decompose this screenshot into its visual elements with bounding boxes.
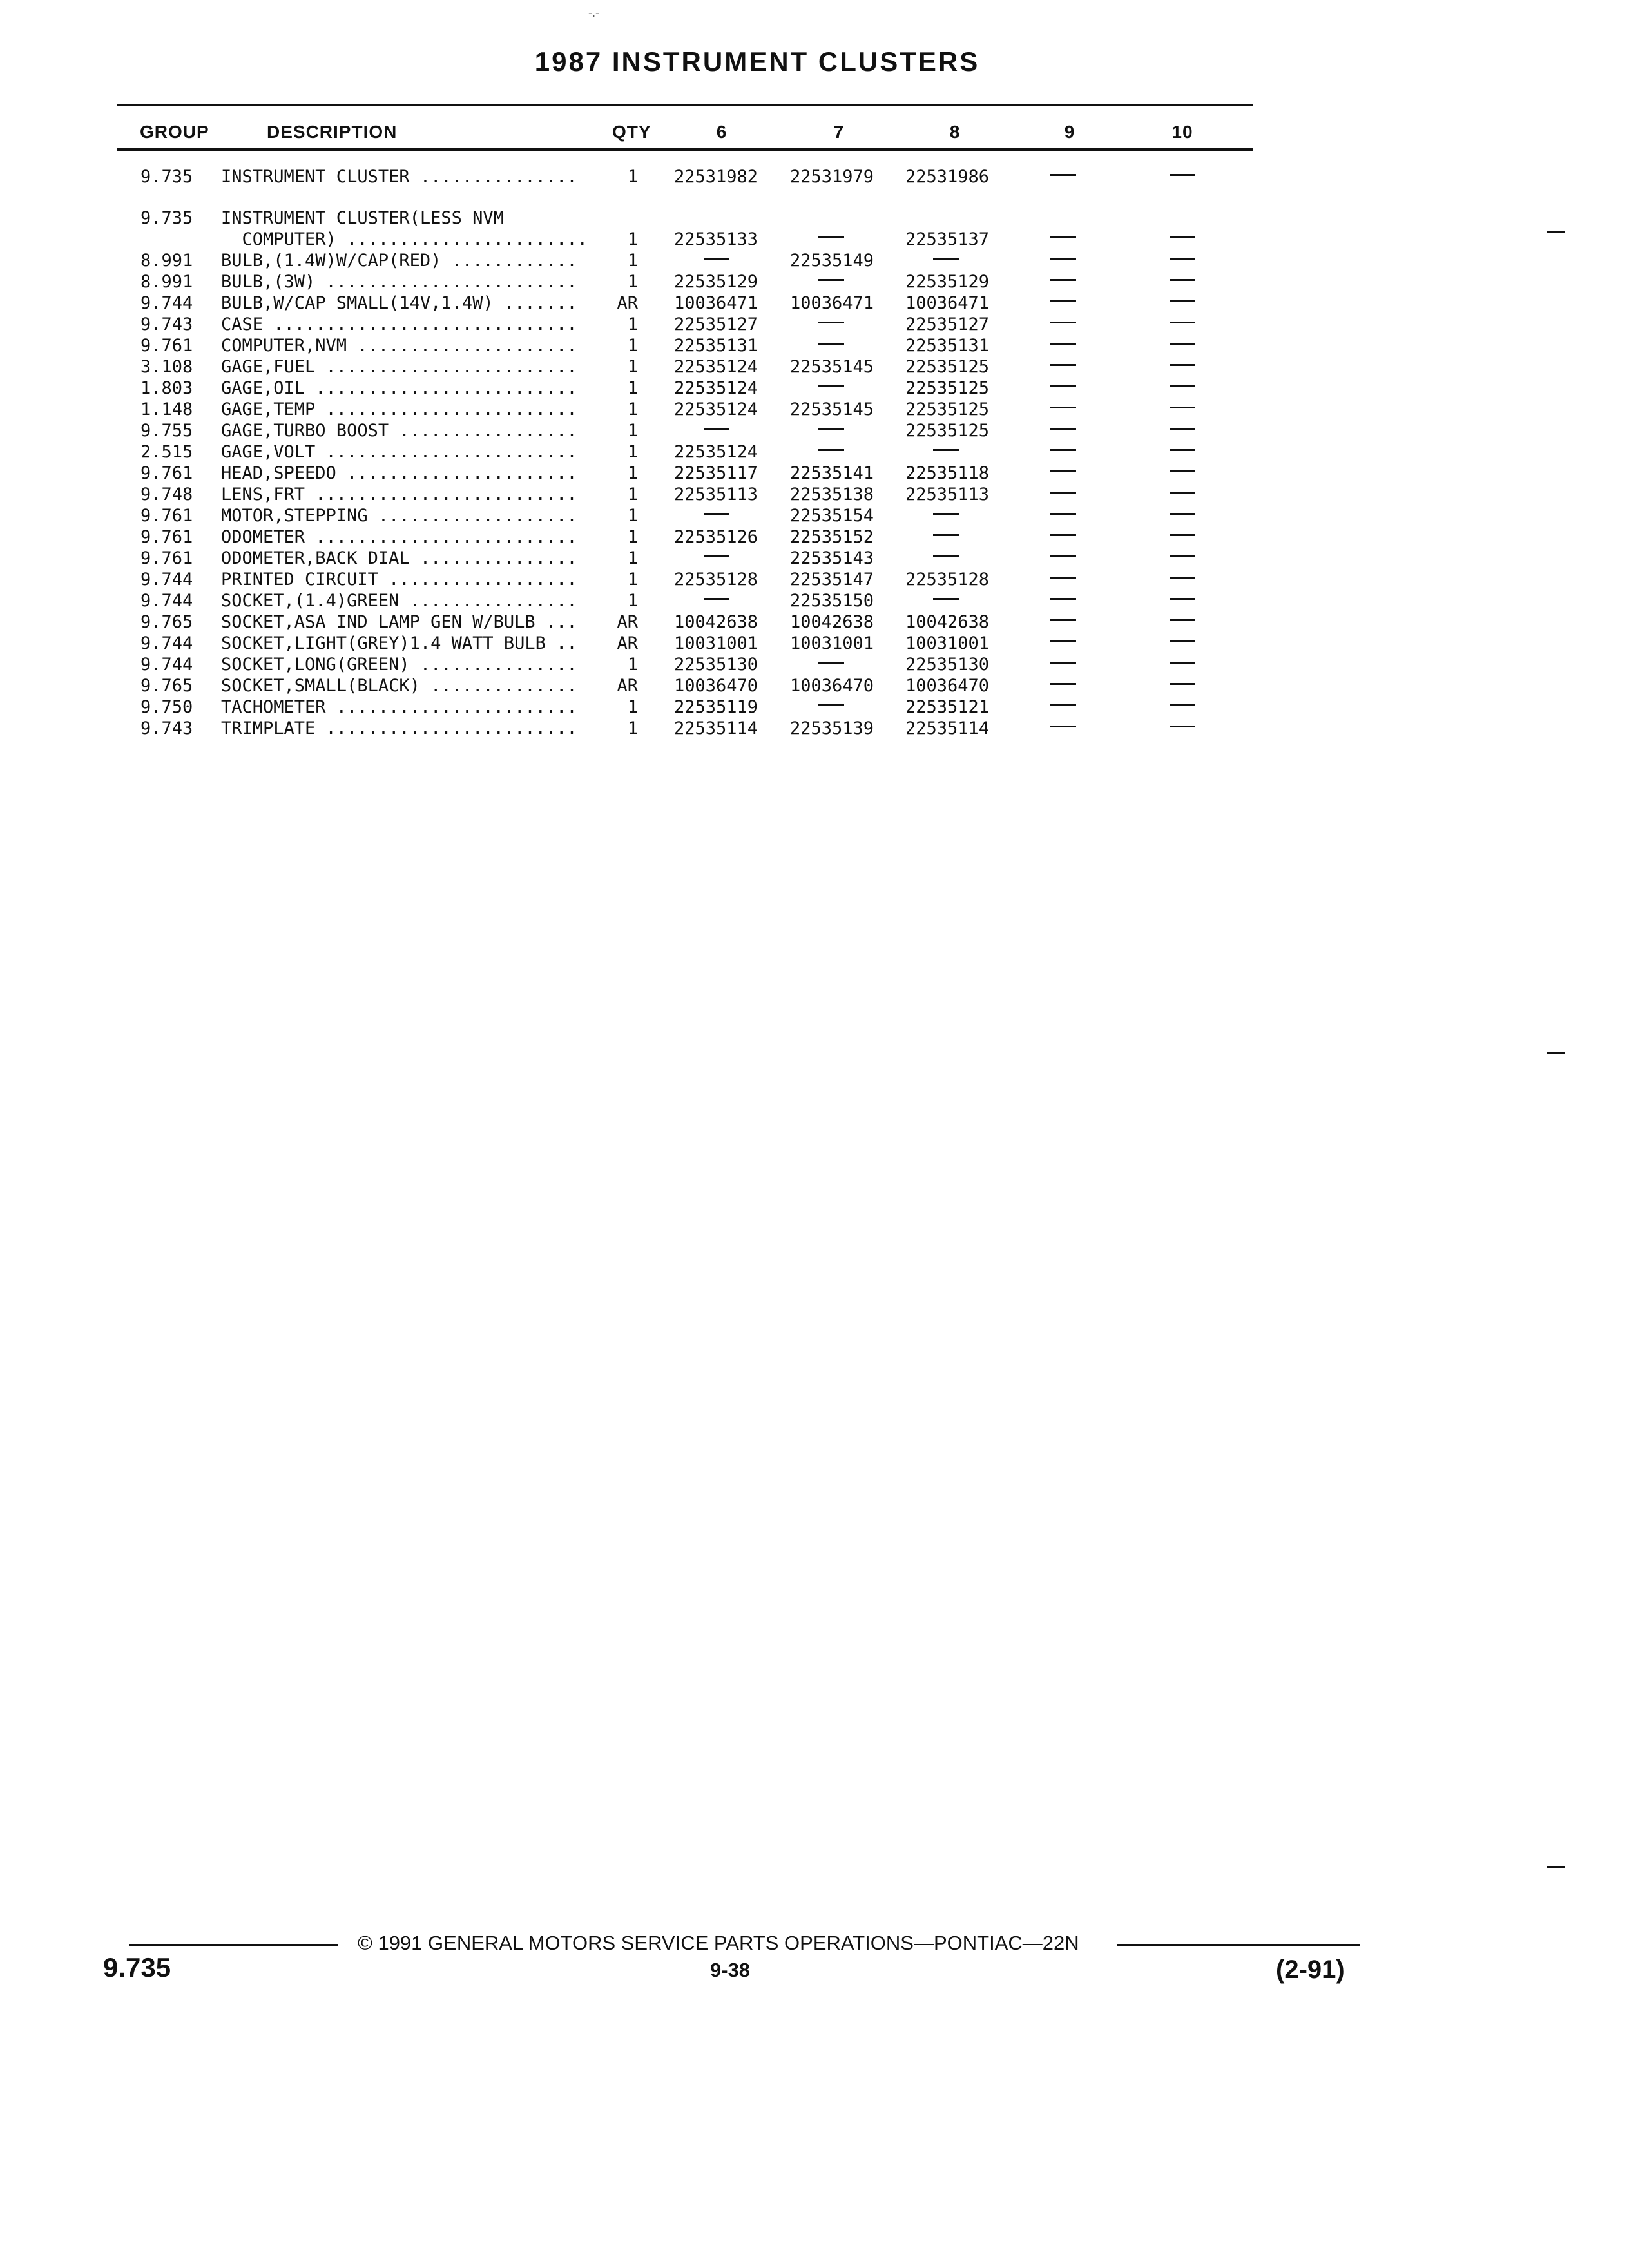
dash-mark bbox=[818, 704, 844, 706]
part-number-cell: 10031001 bbox=[790, 633, 874, 653]
qty-cell: 1 bbox=[627, 463, 638, 483]
part-number-cell: 22535114 bbox=[674, 718, 758, 738]
not-applicable-dash bbox=[1150, 335, 1215, 356]
group-cell: 3.108 bbox=[140, 357, 193, 377]
dash-mark bbox=[933, 598, 959, 600]
dash-mark bbox=[818, 662, 844, 664]
description-cell: INSTRUMENT CLUSTER ............... bbox=[221, 167, 577, 187]
part-number-cell: 22535118 bbox=[905, 463, 990, 483]
dash-mark bbox=[1170, 577, 1195, 579]
footer-rule-left bbox=[129, 1944, 338, 1946]
qty-cell: 1 bbox=[627, 570, 638, 590]
not-applicable-dash bbox=[1031, 590, 1095, 611]
description-cell: SOCKET,LIGHT(GREY)1.4 WATT BULB .. bbox=[221, 633, 577, 653]
dash-mark bbox=[1050, 258, 1076, 260]
part-number-cell: 22531979 bbox=[790, 167, 874, 187]
part-number-cell: 22535121 bbox=[905, 697, 990, 717]
dash-mark bbox=[1050, 577, 1076, 579]
group-cell: 9.765 bbox=[140, 612, 193, 632]
part-number-cell: 10036471 bbox=[790, 293, 874, 313]
dash-mark bbox=[1170, 449, 1195, 451]
qty-cell: 1 bbox=[627, 548, 638, 568]
not-applicable-dash bbox=[1150, 293, 1215, 314]
part-number-cell: 22535128 bbox=[674, 570, 758, 590]
dash-mark bbox=[1170, 470, 1195, 472]
description-cell: BULB,(3W) ........................ bbox=[221, 272, 577, 292]
description-cell: BULB,(1.4W)W/CAP(RED) ............ bbox=[221, 251, 577, 271]
not-applicable-dash bbox=[1150, 526, 1215, 548]
not-applicable-dash bbox=[793, 229, 870, 250]
part-number-cell: 22535129 bbox=[905, 272, 990, 292]
qty-cell: 1 bbox=[627, 655, 638, 675]
header-group: GROUP bbox=[140, 122, 209, 142]
dash-mark bbox=[704, 598, 729, 600]
group-cell: 9.743 bbox=[140, 718, 193, 738]
part-number-cell: 22535138 bbox=[790, 485, 874, 505]
group-cell: 9.744 bbox=[140, 293, 193, 313]
dash-mark bbox=[818, 428, 844, 430]
footer-date: (2-91) bbox=[1276, 1956, 1345, 1984]
qty-cell: 1 bbox=[627, 506, 638, 526]
dash-mark bbox=[1050, 279, 1076, 281]
not-applicable-dash bbox=[793, 420, 870, 441]
not-applicable-dash bbox=[907, 441, 985, 463]
description-cell: CASE ............................. bbox=[221, 314, 577, 334]
part-number-cell: 10036470 bbox=[905, 676, 990, 696]
dash-mark bbox=[1050, 640, 1076, 642]
footer-group-number: 9.735 bbox=[103, 1952, 171, 1983]
not-applicable-dash bbox=[1031, 484, 1095, 505]
not-applicable-dash bbox=[907, 250, 985, 271]
dash-mark bbox=[1170, 343, 1195, 345]
dash-mark bbox=[1050, 492, 1076, 494]
part-number-cell: 22535152 bbox=[790, 527, 874, 547]
dash-mark bbox=[818, 449, 844, 451]
margin-tick bbox=[1547, 1052, 1565, 1054]
header-col-7: 7 bbox=[833, 122, 845, 142]
group-cell: 9.735 bbox=[140, 208, 193, 228]
not-applicable-dash bbox=[1150, 314, 1215, 335]
description-cell: COMPUTER,NVM ..................... bbox=[221, 336, 577, 356]
group-cell: 9.761 bbox=[140, 336, 193, 356]
dash-mark bbox=[933, 555, 959, 557]
group-cell: 9.765 bbox=[140, 676, 193, 696]
part-number-cell: 22535130 bbox=[674, 655, 758, 675]
header-col-9: 9 bbox=[1064, 122, 1075, 142]
not-applicable-dash bbox=[793, 271, 870, 293]
dash-mark bbox=[1170, 598, 1195, 600]
not-applicable-dash bbox=[1031, 441, 1095, 463]
qty-cell: 1 bbox=[627, 251, 638, 271]
dash-mark bbox=[1050, 619, 1076, 621]
part-number-cell: 22535114 bbox=[905, 718, 990, 738]
dash-mark bbox=[1170, 726, 1195, 727]
footer-copyright: © 1991 GENERAL MOTORS SERVICE PARTS OPERATIONS—PONTIAC—22N bbox=[358, 1932, 1079, 1954]
qty-cell: AR bbox=[617, 676, 638, 696]
not-applicable-dash bbox=[1031, 675, 1095, 697]
dash-mark bbox=[1170, 662, 1195, 664]
dash-mark bbox=[1050, 534, 1076, 536]
part-number-cell: 22535124 bbox=[674, 357, 758, 377]
not-applicable-dash bbox=[1150, 250, 1215, 271]
not-applicable-dash bbox=[1150, 569, 1215, 590]
dash-mark bbox=[1050, 428, 1076, 430]
part-number-cell: 10036470 bbox=[790, 676, 874, 696]
not-applicable-dash bbox=[1150, 420, 1215, 441]
header-col-6: 6 bbox=[716, 122, 728, 142]
group-cell: 9.761 bbox=[140, 463, 193, 483]
group-cell: 8.991 bbox=[140, 272, 193, 292]
not-applicable-dash bbox=[1150, 271, 1215, 293]
not-applicable-dash bbox=[1031, 166, 1095, 187]
not-applicable-dash bbox=[793, 654, 870, 675]
margin-tick bbox=[1547, 231, 1565, 233]
qty-cell: 1 bbox=[627, 167, 638, 187]
dash-mark bbox=[1170, 407, 1195, 408]
group-cell: 9.744 bbox=[140, 633, 193, 653]
not-applicable-dash bbox=[1031, 293, 1095, 314]
not-applicable-dash bbox=[1150, 356, 1215, 378]
description-cell: GAGE,TURBO BOOST ................. bbox=[221, 421, 577, 441]
qty-cell: 1 bbox=[627, 485, 638, 505]
qty-cell: 1 bbox=[627, 442, 638, 462]
part-number-cell: 22535133 bbox=[674, 229, 758, 249]
dash-mark bbox=[1170, 279, 1195, 281]
group-cell: 9.750 bbox=[140, 697, 193, 717]
part-number-cell: 22535149 bbox=[790, 251, 874, 271]
part-number-cell: 10031001 bbox=[905, 633, 990, 653]
description-cell: SOCKET,LONG(GREEN) ............... bbox=[221, 655, 577, 675]
part-number-cell: 22535150 bbox=[790, 591, 874, 611]
qty-cell: 1 bbox=[627, 314, 638, 334]
not-applicable-dash bbox=[1150, 675, 1215, 697]
not-applicable-dash bbox=[793, 335, 870, 356]
page-title: 1987 INSTRUMENT CLUSTERS bbox=[534, 46, 980, 77]
description-cell: SOCKET,(1.4)GREEN ................ bbox=[221, 591, 577, 611]
dash-mark bbox=[1050, 726, 1076, 727]
dash-mark bbox=[1050, 364, 1076, 366]
part-number-cell: 22535127 bbox=[674, 314, 758, 334]
qty-cell: 1 bbox=[627, 591, 638, 611]
part-number-cell: 22535129 bbox=[674, 272, 758, 292]
not-applicable-dash bbox=[1150, 463, 1215, 484]
dash-mark bbox=[1050, 407, 1076, 408]
description-cell: SOCKET,SMALL(BLACK) .............. bbox=[221, 676, 577, 696]
top-scan-mark: -.- bbox=[588, 6, 599, 19]
not-applicable-dash bbox=[1150, 166, 1215, 187]
group-cell: 9.744 bbox=[140, 570, 193, 590]
part-number-cell: 10036471 bbox=[674, 293, 758, 313]
footer-rule-right bbox=[1117, 1944, 1360, 1946]
qty-cell: 1 bbox=[627, 357, 638, 377]
part-number-cell: 22535113 bbox=[674, 485, 758, 505]
description-cell: INSTRUMENT CLUSTER(LESS NVM bbox=[221, 208, 504, 228]
not-applicable-dash bbox=[1150, 718, 1215, 739]
dash-mark bbox=[1050, 385, 1076, 387]
not-applicable-dash bbox=[1150, 697, 1215, 718]
not-applicable-dash bbox=[1031, 569, 1095, 590]
part-number-cell: 22535130 bbox=[905, 655, 990, 675]
description-cell: BULB,W/CAP SMALL(14V,1.4W) ....... bbox=[221, 293, 577, 313]
not-applicable-dash bbox=[1031, 399, 1095, 420]
qty-cell: 1 bbox=[627, 229, 638, 249]
header-col-8: 8 bbox=[949, 122, 961, 142]
description-cell: COMPUTER) ....................... bbox=[221, 229, 588, 249]
part-number-cell: 22535113 bbox=[905, 485, 990, 505]
part-number-cell: 22535125 bbox=[905, 357, 990, 377]
part-number-cell: 22535141 bbox=[790, 463, 874, 483]
dash-mark bbox=[1170, 683, 1195, 685]
part-number-cell: 22535124 bbox=[674, 442, 758, 462]
not-applicable-dash bbox=[678, 548, 755, 569]
not-applicable-dash bbox=[907, 590, 985, 611]
dash-mark bbox=[933, 513, 959, 515]
group-cell: 9.744 bbox=[140, 655, 193, 675]
qty-cell: 1 bbox=[627, 336, 638, 356]
not-applicable-dash bbox=[793, 314, 870, 335]
dash-mark bbox=[1050, 598, 1076, 600]
not-applicable-dash bbox=[907, 505, 985, 526]
dash-mark bbox=[1170, 322, 1195, 323]
part-number-cell: 10036470 bbox=[674, 676, 758, 696]
description-cell: SOCKET,ASA IND LAMP GEN W/BULB ... bbox=[221, 612, 577, 632]
group-cell: 9.755 bbox=[140, 421, 193, 441]
part-number-cell: 22535119 bbox=[674, 697, 758, 717]
qty-cell: AR bbox=[617, 633, 638, 653]
dash-mark bbox=[1170, 236, 1195, 238]
not-applicable-dash bbox=[907, 548, 985, 569]
dash-mark bbox=[818, 385, 844, 387]
not-applicable-dash bbox=[1150, 399, 1215, 420]
header-col-10: 10 bbox=[1171, 122, 1193, 142]
part-number-cell: 22535128 bbox=[905, 570, 990, 590]
dash-mark bbox=[1170, 513, 1195, 515]
qty-cell: 1 bbox=[627, 718, 638, 738]
dash-mark bbox=[933, 449, 959, 451]
dash-mark bbox=[1050, 513, 1076, 515]
group-cell: 8.991 bbox=[140, 251, 193, 271]
description-cell: HEAD,SPEEDO ...................... bbox=[221, 463, 577, 483]
not-applicable-dash bbox=[1031, 271, 1095, 293]
not-applicable-dash bbox=[1031, 611, 1095, 633]
dash-mark bbox=[818, 236, 844, 238]
part-number-cell: 22535137 bbox=[905, 229, 990, 249]
part-number-cell: 22535124 bbox=[674, 399, 758, 419]
not-applicable-dash bbox=[1031, 505, 1095, 526]
not-applicable-dash bbox=[1031, 548, 1095, 569]
not-applicable-dash bbox=[1150, 548, 1215, 569]
not-applicable-dash bbox=[1031, 335, 1095, 356]
dash-mark bbox=[1170, 704, 1195, 706]
not-applicable-dash bbox=[1031, 463, 1095, 484]
dash-mark bbox=[818, 279, 844, 281]
group-cell: 9.743 bbox=[140, 314, 193, 334]
not-applicable-dash bbox=[1031, 697, 1095, 718]
description-cell: PRINTED CIRCUIT .................. bbox=[221, 570, 577, 590]
dash-mark bbox=[818, 343, 844, 345]
dash-mark bbox=[704, 428, 729, 430]
not-applicable-dash bbox=[1031, 420, 1095, 441]
description-cell: GAGE,FUEL ........................ bbox=[221, 357, 577, 377]
group-cell: 9.761 bbox=[140, 527, 193, 547]
dash-mark bbox=[1050, 322, 1076, 323]
qty-cell: 1 bbox=[627, 421, 638, 441]
not-applicable-dash bbox=[1031, 633, 1095, 654]
footer-page-number: 9-38 bbox=[710, 1959, 751, 1981]
dash-mark bbox=[1050, 662, 1076, 664]
dash-mark bbox=[1050, 174, 1076, 176]
dash-mark bbox=[1050, 555, 1076, 557]
header-description: DESCRIPTION bbox=[267, 122, 398, 142]
description-cell: GAGE,OIL ......................... bbox=[221, 378, 577, 398]
dash-mark bbox=[1170, 534, 1195, 536]
dash-mark bbox=[1170, 640, 1195, 642]
description-cell: TRIMPLATE ........................ bbox=[221, 718, 577, 738]
part-number-cell: 22535145 bbox=[790, 357, 874, 377]
dash-mark bbox=[1170, 364, 1195, 366]
dash-mark bbox=[1170, 555, 1195, 557]
qty-cell: 1 bbox=[627, 272, 638, 292]
not-applicable-dash bbox=[1031, 654, 1095, 675]
dash-mark bbox=[1050, 236, 1076, 238]
part-number-cell: 22531986 bbox=[905, 167, 990, 187]
not-applicable-dash bbox=[793, 441, 870, 463]
qty-cell: AR bbox=[617, 293, 638, 313]
part-number-cell: 22535126 bbox=[674, 527, 758, 547]
description-cell: LENS,FRT ......................... bbox=[221, 485, 577, 505]
not-applicable-dash bbox=[1150, 484, 1215, 505]
not-applicable-dash bbox=[678, 505, 755, 526]
not-applicable-dash bbox=[1150, 505, 1215, 526]
not-applicable-dash bbox=[1031, 718, 1095, 739]
group-cell: 1.803 bbox=[140, 378, 193, 398]
margin-tick bbox=[1547, 1866, 1565, 1868]
dash-mark bbox=[704, 555, 729, 557]
part-number-cell: 22535125 bbox=[905, 399, 990, 419]
dash-mark bbox=[1050, 704, 1076, 706]
dash-mark bbox=[1170, 492, 1195, 494]
header-top-rule bbox=[117, 104, 1253, 106]
not-applicable-dash bbox=[1150, 654, 1215, 675]
part-number-cell: 10042638 bbox=[790, 612, 874, 632]
description-cell: GAGE,VOLT ........................ bbox=[221, 442, 577, 462]
part-number-cell: 22535131 bbox=[674, 336, 758, 356]
description-cell: TACHOMETER ....................... bbox=[221, 697, 577, 717]
group-cell: 9.744 bbox=[140, 591, 193, 611]
qty-cell: 1 bbox=[627, 378, 638, 398]
dash-mark bbox=[1050, 470, 1076, 472]
dash-mark bbox=[933, 258, 959, 260]
not-applicable-dash bbox=[793, 378, 870, 399]
not-applicable-dash bbox=[1150, 229, 1215, 250]
part-number-cell: 10042638 bbox=[674, 612, 758, 632]
not-applicable-dash bbox=[1150, 611, 1215, 633]
header-bottom-rule bbox=[117, 148, 1253, 151]
part-number-cell: 10036471 bbox=[905, 293, 990, 313]
dash-mark bbox=[704, 513, 729, 515]
not-applicable-dash bbox=[1031, 229, 1095, 250]
dash-mark bbox=[1170, 428, 1195, 430]
dash-mark bbox=[818, 322, 844, 323]
not-applicable-dash bbox=[678, 420, 755, 441]
dash-mark bbox=[704, 258, 729, 260]
group-cell: 1.148 bbox=[140, 399, 193, 419]
dash-mark bbox=[1050, 343, 1076, 345]
dash-mark bbox=[1170, 385, 1195, 387]
dash-mark bbox=[1050, 300, 1076, 302]
not-applicable-dash bbox=[1031, 250, 1095, 271]
dash-mark bbox=[1170, 258, 1195, 260]
part-number-cell: 22535127 bbox=[905, 314, 990, 334]
dash-mark bbox=[1170, 174, 1195, 176]
part-number-cell: 22535147 bbox=[790, 570, 874, 590]
dash-mark bbox=[1170, 619, 1195, 621]
part-number-cell: 22535145 bbox=[790, 399, 874, 419]
part-number-cell: 22535143 bbox=[790, 548, 874, 568]
group-cell: 9.748 bbox=[140, 485, 193, 505]
part-number-cell: 10031001 bbox=[674, 633, 758, 653]
not-applicable-dash bbox=[907, 526, 985, 548]
not-applicable-dash bbox=[793, 697, 870, 718]
group-cell: 9.761 bbox=[140, 548, 193, 568]
dash-mark bbox=[1170, 300, 1195, 302]
description-cell: MOTOR,STEPPING ................... bbox=[221, 506, 577, 526]
part-number-cell: 22535117 bbox=[674, 463, 758, 483]
not-applicable-dash bbox=[1031, 314, 1095, 335]
not-applicable-dash bbox=[1150, 441, 1215, 463]
group-cell: 9.761 bbox=[140, 506, 193, 526]
part-number-cell: 22535125 bbox=[905, 378, 990, 398]
not-applicable-dash bbox=[1150, 633, 1215, 654]
part-number-cell: 22535154 bbox=[790, 506, 874, 526]
not-applicable-dash bbox=[1150, 590, 1215, 611]
description-cell: GAGE,TEMP ........................ bbox=[221, 399, 577, 419]
group-cell: 9.735 bbox=[140, 167, 193, 187]
part-number-cell: 22535124 bbox=[674, 378, 758, 398]
description-cell: ODOMETER ......................... bbox=[221, 527, 577, 547]
dash-mark bbox=[933, 534, 959, 536]
part-number-cell: 22535139 bbox=[790, 718, 874, 738]
part-number-cell: 22531982 bbox=[674, 167, 758, 187]
qty-cell: 1 bbox=[627, 697, 638, 717]
dash-mark bbox=[1050, 683, 1076, 685]
not-applicable-dash bbox=[1150, 378, 1215, 399]
not-applicable-dash bbox=[1031, 356, 1095, 378]
part-number-cell: 10042638 bbox=[905, 612, 990, 632]
not-applicable-dash bbox=[1031, 378, 1095, 399]
qty-cell: 1 bbox=[627, 527, 638, 547]
part-number-cell: 22535125 bbox=[905, 421, 990, 441]
qty-cell: AR bbox=[617, 612, 638, 632]
header-qty: QTY bbox=[612, 122, 651, 142]
not-applicable-dash bbox=[678, 250, 755, 271]
description-cell: ODOMETER,BACK DIAL ............... bbox=[221, 548, 577, 568]
dash-mark bbox=[1050, 449, 1076, 451]
group-cell: 2.515 bbox=[140, 442, 193, 462]
part-number-cell: 22535131 bbox=[905, 336, 990, 356]
qty-cell: 1 bbox=[627, 399, 638, 419]
not-applicable-dash bbox=[1031, 526, 1095, 548]
not-applicable-dash bbox=[678, 590, 755, 611]
